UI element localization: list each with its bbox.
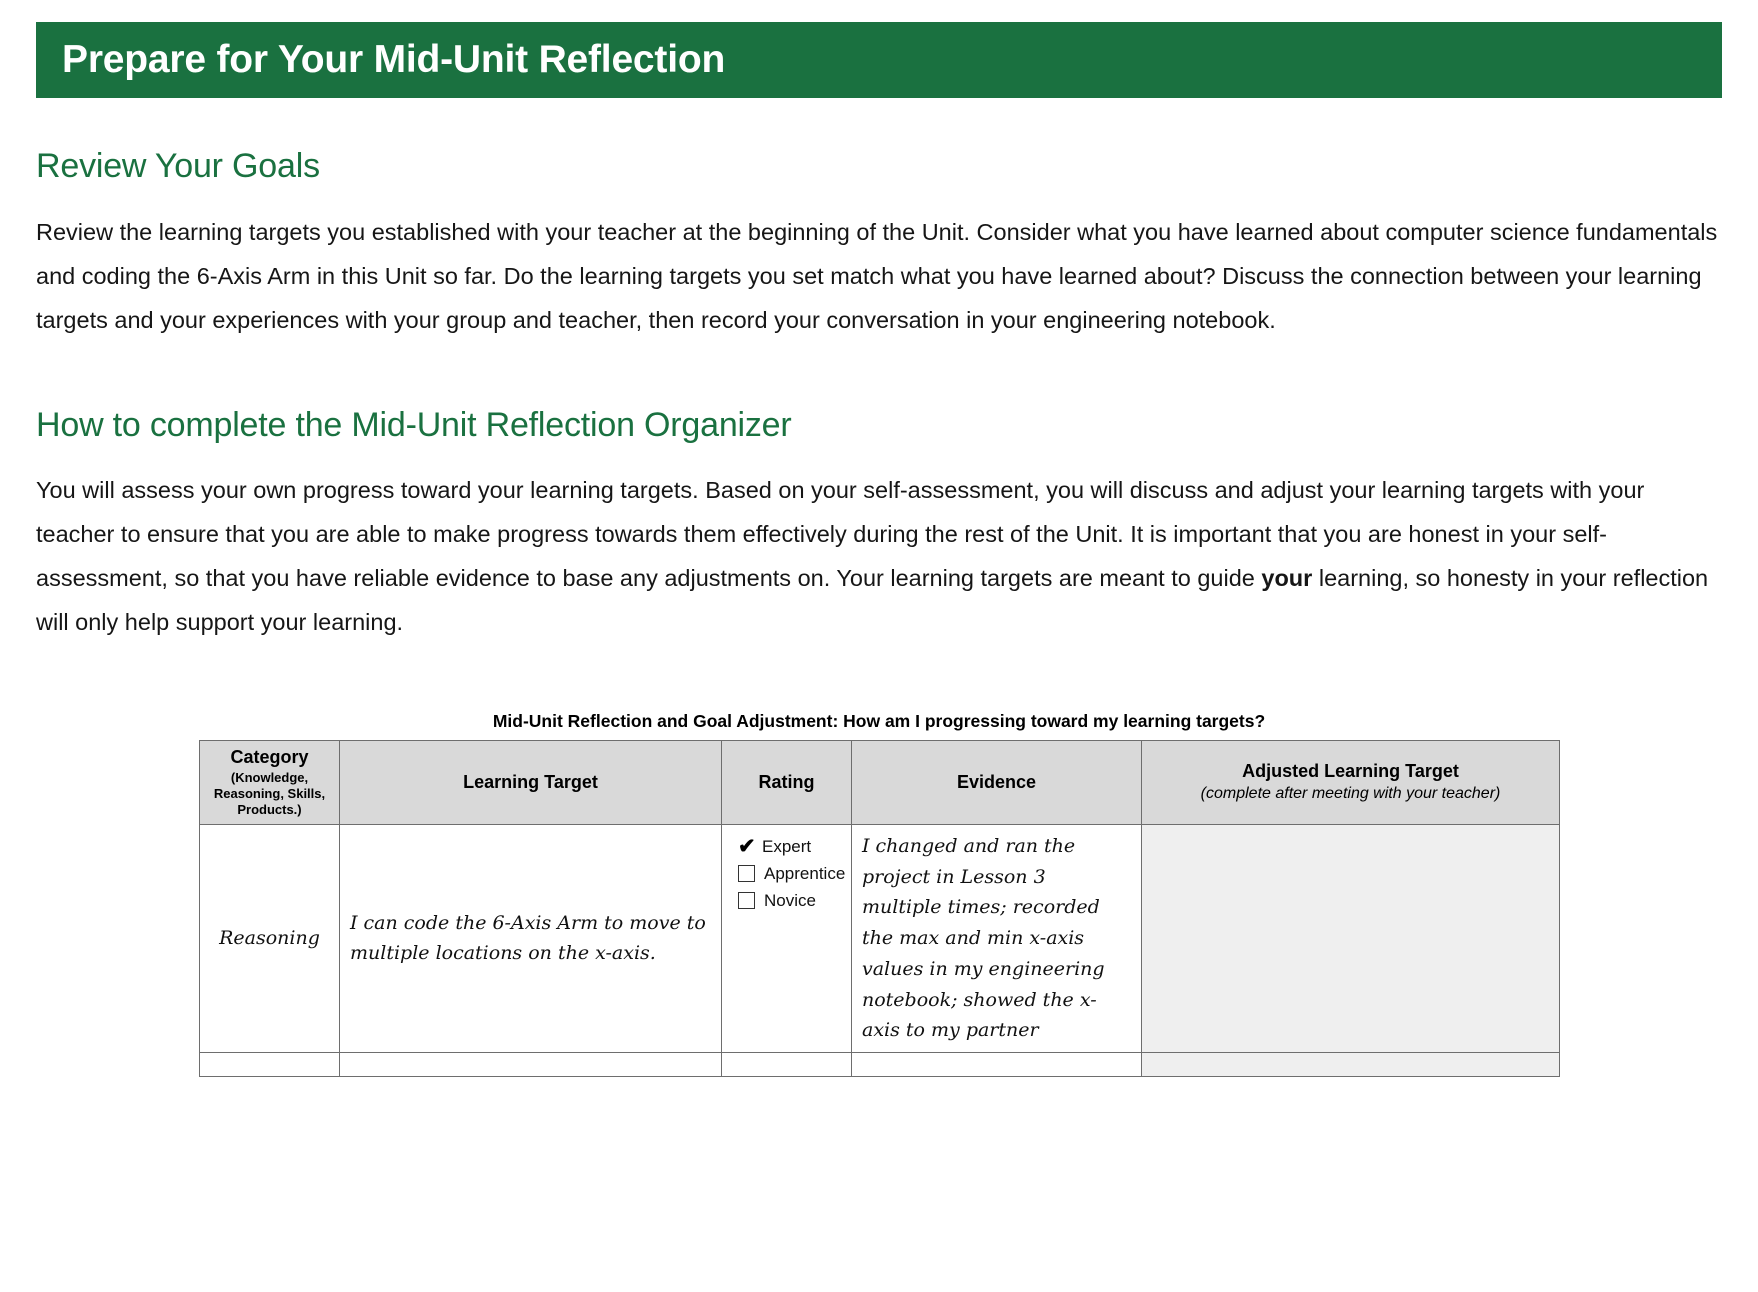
column-header-adjusted-label: Adjusted Learning Target [1242,760,1459,781]
organizer-table-body [200,824,1560,1076]
rating-option-expert[interactable] [738,837,841,857]
column-header-adjusted-learning-target [1142,741,1560,825]
cell-category-value: Reasoning [219,927,320,950]
paragraph-emphasis-your: your [1261,565,1313,592]
section-paragraph-how-to-complete [36,469,1722,645]
paragraph-text-part-1: You will assess your own progress toward your learning targets. Based on your self-assessment, you will discuss and adjust your learning targets with your teacher to ensure that you are able to make progress towards them effectively during the rest of the Unit. It is important that you are honest in your self-assessment, so that you have reliable evidence to base any adjustments on. Your learning targets are meant to guide [36,477,1645,592]
cell-evidence [852,824,1142,1052]
document-page [0,22,1758,1292]
rating-checkbox-group [732,831,846,911]
mid-unit-reflection-organizer [199,711,1559,1077]
table-row [200,824,1560,1052]
rating-option-novice[interactable] [738,891,841,911]
cell-evidence-empty [852,1053,1142,1077]
checkmark-icon: ✔ [738,835,756,859]
rating-option-novice-label: Novice [764,890,816,910]
checkbox-icon [738,865,755,882]
section-heading-how-to-complete: How to complete the Mid-Unit Reflection Organizer [36,405,792,444]
rating-option-expert-label: Expert [762,836,812,856]
column-header-evidence: Evidence [852,741,1142,825]
paragraph-text-part-2: learning, so honesty in your reflection will only help support your learning. [36,565,1709,636]
column-header-learning-target: Learning Target [340,741,722,825]
document-content [0,146,1758,1077]
cell-category-empty [200,1053,340,1077]
checkbox-icon [738,892,755,909]
column-header-adjusted-sublabel: (complete after meeting with your teacher) [1200,784,1501,802]
section-heading-review-your-goals: Review Your Goals [36,147,320,185]
cell-learning-target [340,824,722,1052]
organizer-caption: Mid-Unit Reflection and Goal Adjustment: How am I progressing toward my learning targets? [492,711,1266,732]
page-title-banner [36,22,1722,98]
column-header-category [200,741,340,825]
page-title: Prepare for Your Mid-Unit Reflection [62,37,726,81]
section-paragraph-review-your-goals: Review the learning targets you established with your teacher at the beginning of the Unit. Consider what you have learned about computer science fundamentals and coding the 6-Axis Arm in this Unit so far. Do the learning targets you set match what you have learned about? Discuss the connection between your learning targets and your experiences with your group and teacher, then record your conversation in your engineering notebook. [36,218,1718,333]
cell-adjusted-empty [1142,1053,1560,1077]
organizer-table [199,740,1560,1077]
rating-option-apprentice[interactable] [738,863,846,884]
cell-category [200,824,340,1052]
table-header-row [200,741,1560,825]
column-header-category-label: Category [230,747,309,768]
cell-adjusted-learning-target[interactable] [1142,824,1560,1052]
rating-option-apprentice-label: Apprentice [764,863,846,883]
column-header-category-sublabel: (Knowledge, Reasoning, Skills, Products.) [213,770,326,817]
organizer-table-header [200,741,1560,825]
cell-rating-empty [722,1053,852,1077]
column-header-rating: Rating [722,741,852,825]
table-row-partial [200,1053,1560,1077]
cell-evidence-value: I changed and ran the project in Lesson 3 multiple times; recorded the max and min x-axis values in my engineering notebook; showed the x-axis to my partner [862,834,1105,1042]
cell-learning-target-empty [340,1053,722,1077]
cell-rating [722,824,852,1052]
cell-learning-target-value: I can code the 6-Axis Arm to move to multiple locations on the x-axis. [350,911,706,965]
